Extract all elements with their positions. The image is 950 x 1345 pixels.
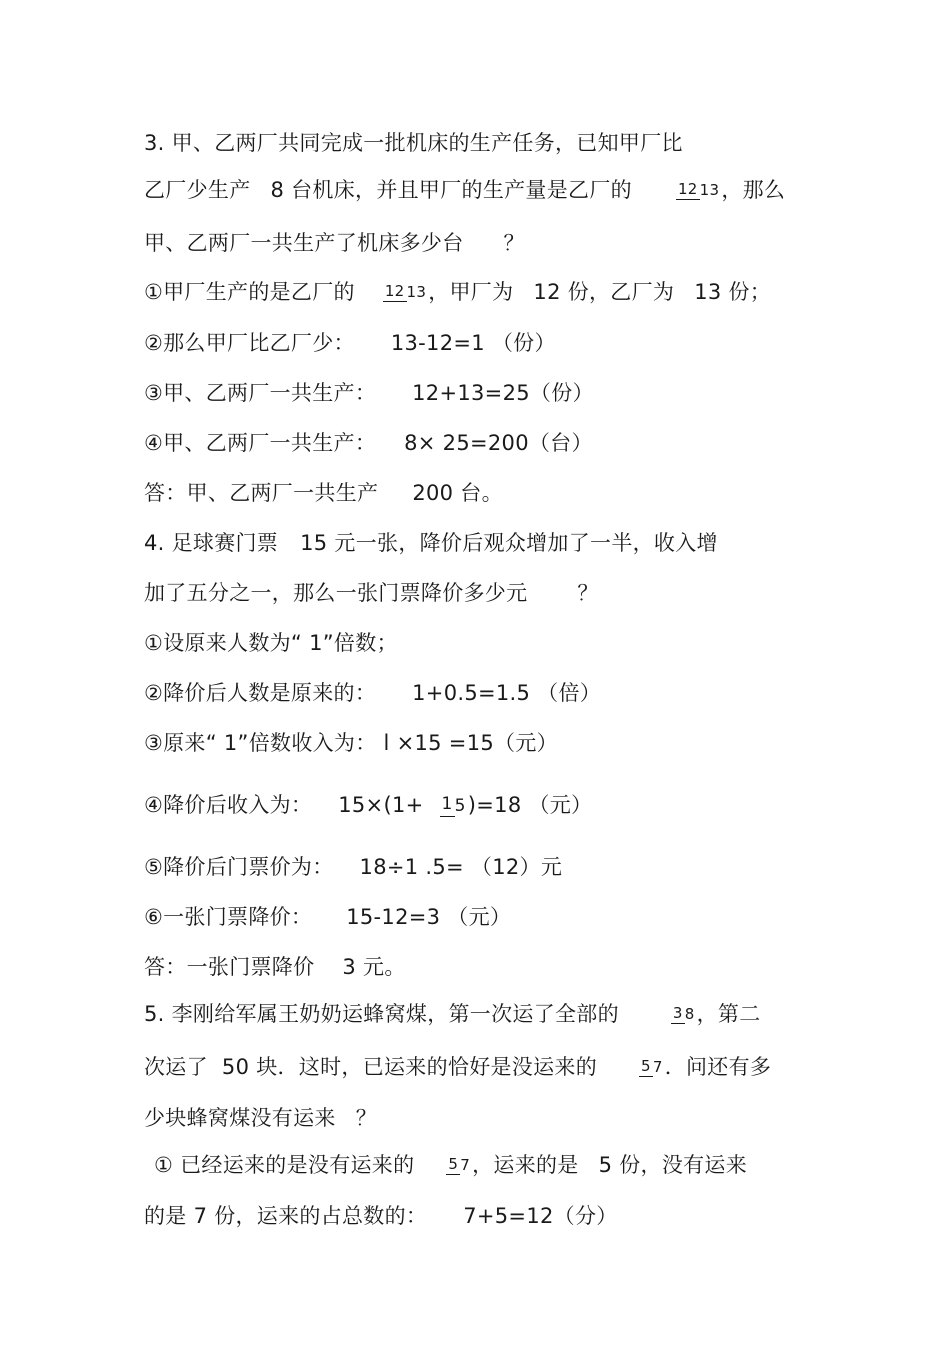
q4-step-2 bbox=[144, 679, 601, 706]
q4-step-3 bbox=[144, 729, 558, 756]
q3-step-1 bbox=[144, 278, 771, 305]
q3-step-4 bbox=[144, 429, 593, 456]
q5-text: ．问还有多 bbox=[664, 1055, 772, 1079]
step-text: ⑤降价后门票价为： bbox=[144, 855, 334, 879]
step-text: ，甲厂为 bbox=[428, 280, 514, 304]
step-text: ③原来“ 1”倍数收入为： l ×15 =15（元） bbox=[144, 731, 558, 755]
q4-text: 15 元一张，降价后观众增加了一半，收入增 bbox=[300, 531, 718, 555]
step-text: 13-12=1 （份） bbox=[390, 331, 556, 355]
step-text: 8× 25=200（台） bbox=[404, 431, 593, 455]
q4-text: ？ bbox=[577, 581, 599, 605]
answer-text: 答：甲、乙两厂一共生产 bbox=[144, 481, 379, 505]
q4-line-2 bbox=[144, 579, 599, 606]
q3-step-2 bbox=[144, 329, 556, 356]
fraction: 5 7 bbox=[448, 1154, 471, 1174]
q5-step-1-cont bbox=[144, 1202, 618, 1229]
answer-text: 3 元。 bbox=[342, 955, 406, 979]
fraction: 1 5 bbox=[441, 794, 466, 816]
q4-answer bbox=[144, 953, 406, 980]
fraction: 3 8 bbox=[672, 1003, 695, 1023]
q4-step-5 bbox=[144, 853, 562, 880]
q4-text: 加了五分之一，那么一张门票降价多少元 bbox=[144, 581, 528, 605]
q4-step-4 bbox=[144, 791, 592, 818]
q4-step-1 bbox=[144, 629, 398, 656]
q5-text: ？ bbox=[355, 1106, 378, 1130]
step-text: 12 份，乙厂为 bbox=[533, 280, 675, 304]
q5-text: 次运了 bbox=[144, 1055, 208, 1079]
step-text: ①甲厂生产的是乙厂的 bbox=[144, 280, 355, 304]
step-text: 15×(1+ bbox=[338, 793, 424, 817]
answer-text: 答：一张门票降价 bbox=[144, 955, 315, 979]
step-text: 12+13=25（份） bbox=[412, 381, 594, 405]
step-text: 5 份，没有运来 bbox=[598, 1153, 748, 1177]
q4-text: 4. 足球赛门票 bbox=[144, 531, 279, 555]
step-text: ④降价后收入为： bbox=[144, 793, 313, 817]
step-text: ②降价后人数是原来的： bbox=[144, 681, 377, 705]
q4-line-1 bbox=[144, 529, 718, 556]
q5-text: 50 块．这时，已运来的恰好是没运来的 bbox=[221, 1055, 598, 1079]
fraction: 5 7 bbox=[641, 1056, 663, 1076]
q3-line-2 bbox=[144, 176, 785, 203]
q4-step-6 bbox=[144, 903, 511, 930]
q3-text: ？ bbox=[503, 231, 525, 255]
q5-text: 5. 李刚给军属王奶奶运蜂窝煤，第一次运了全部的 bbox=[144, 1002, 619, 1026]
q3-line-3 bbox=[144, 229, 525, 256]
step-text: 13 份； bbox=[694, 280, 772, 304]
step-text: )=18 （元） bbox=[467, 793, 593, 817]
q3-step-3 bbox=[144, 379, 594, 406]
q3-text: ，那么 bbox=[721, 178, 786, 202]
q5-text: 少块蜂窝煤没有运来 bbox=[144, 1106, 336, 1130]
q3-line-1 bbox=[144, 129, 683, 156]
step-text: ①设原来人数为“ 1”倍数； bbox=[144, 631, 398, 655]
step-text: ③甲、乙两厂一共生产： bbox=[144, 381, 377, 405]
fraction: 12 13 bbox=[677, 179, 720, 199]
q3-text: 8 台机床，并且甲厂的生产量是乙厂的 bbox=[270, 178, 632, 202]
fraction: 12 13 bbox=[384, 281, 427, 301]
step-text: ⑥一张门票降价： bbox=[144, 905, 313, 929]
q5-line-2 bbox=[144, 1053, 771, 1080]
q3-text: 甲、乙两厂一共生产了机床多少台 bbox=[144, 231, 464, 255]
q5-text: ，第二 bbox=[696, 1002, 761, 1026]
step-text: 18÷1 .5= （12）元 bbox=[359, 855, 563, 879]
answer-text: 200 台。 bbox=[412, 481, 503, 505]
q5-line-3 bbox=[144, 1104, 377, 1131]
q3-text: 3. 甲、乙两厂共同完成一批机床的生产任务，已知甲厂比 bbox=[144, 131, 683, 155]
step-text: 15-12=3 （元） bbox=[346, 905, 512, 929]
q3-answer bbox=[144, 479, 503, 506]
step-text: ②那么甲厂比乙厂少： bbox=[144, 331, 355, 355]
q5-line-1 bbox=[144, 1000, 761, 1027]
q3-text: 乙厂少生产 bbox=[144, 178, 251, 202]
step-text: 1+0.5=1.5 （倍） bbox=[412, 681, 602, 705]
step-text: ① 已经运来的是没有运来的 bbox=[154, 1153, 415, 1177]
step-text: ，运来的是 bbox=[472, 1153, 579, 1177]
step-text: 7+5=12（分） bbox=[463, 1204, 618, 1228]
step-text: 的是 7 份，运来的占总数的： bbox=[144, 1204, 428, 1228]
step-text: ④甲、乙两厂一共生产： bbox=[144, 431, 377, 455]
q5-step-1 bbox=[154, 1151, 747, 1178]
